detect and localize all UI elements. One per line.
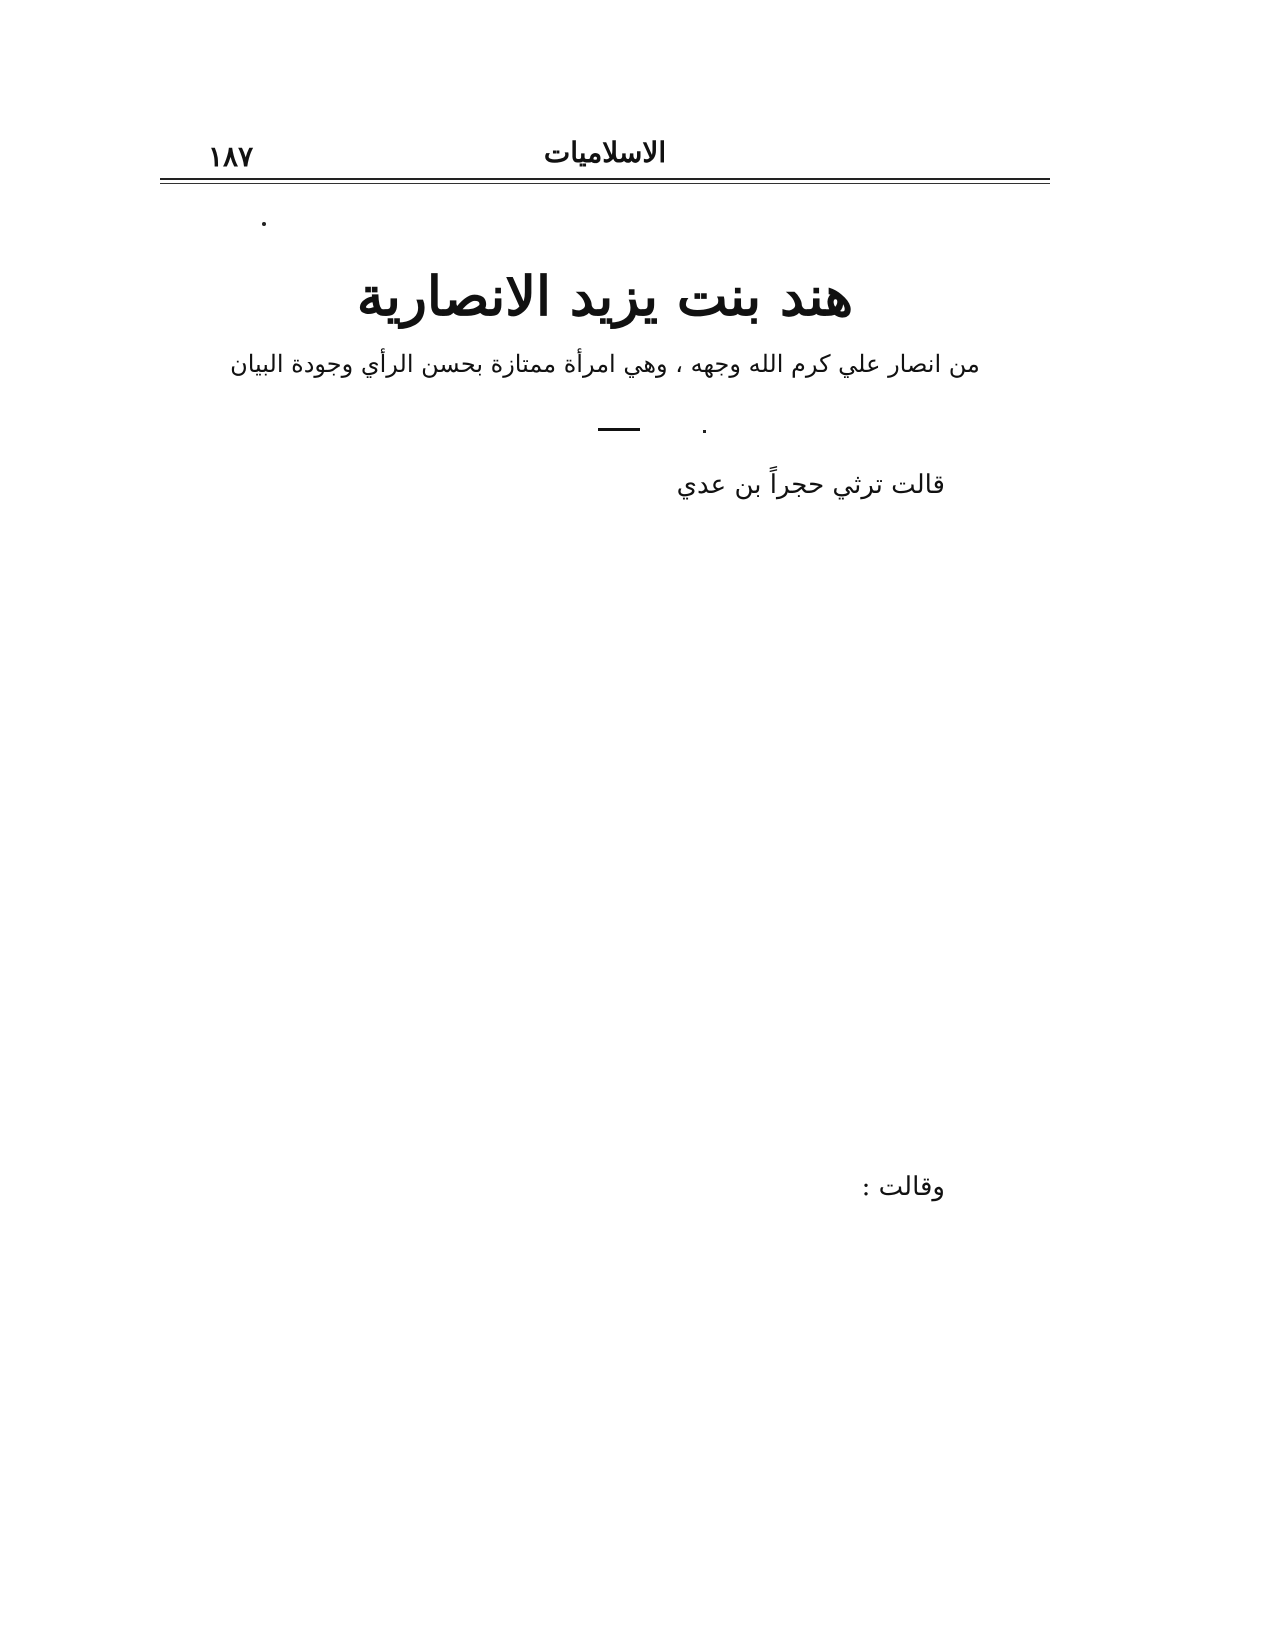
ink-speck [262,222,266,226]
header-rule [160,178,1050,180]
chapter-subtitle: من انصار علي كرم الله وجهه ، وهي امرأة ممتازة بحسن الرأي وجودة البيان [230,350,980,378]
chapter-title: هند بنت يزيد الانصارية [356,264,854,328]
running-title: الاسلاميات [543,136,667,169]
poem-intro: وقالت : [861,1172,945,1202]
divider-dot [703,430,706,433]
poem-intro: قالت ترثي حجراً بن عدي [676,470,945,500]
page-number: ١٨٧ [208,140,254,173]
section-divider [598,428,640,431]
header-rule-thin [160,183,1050,184]
page-header [160,130,1050,180]
